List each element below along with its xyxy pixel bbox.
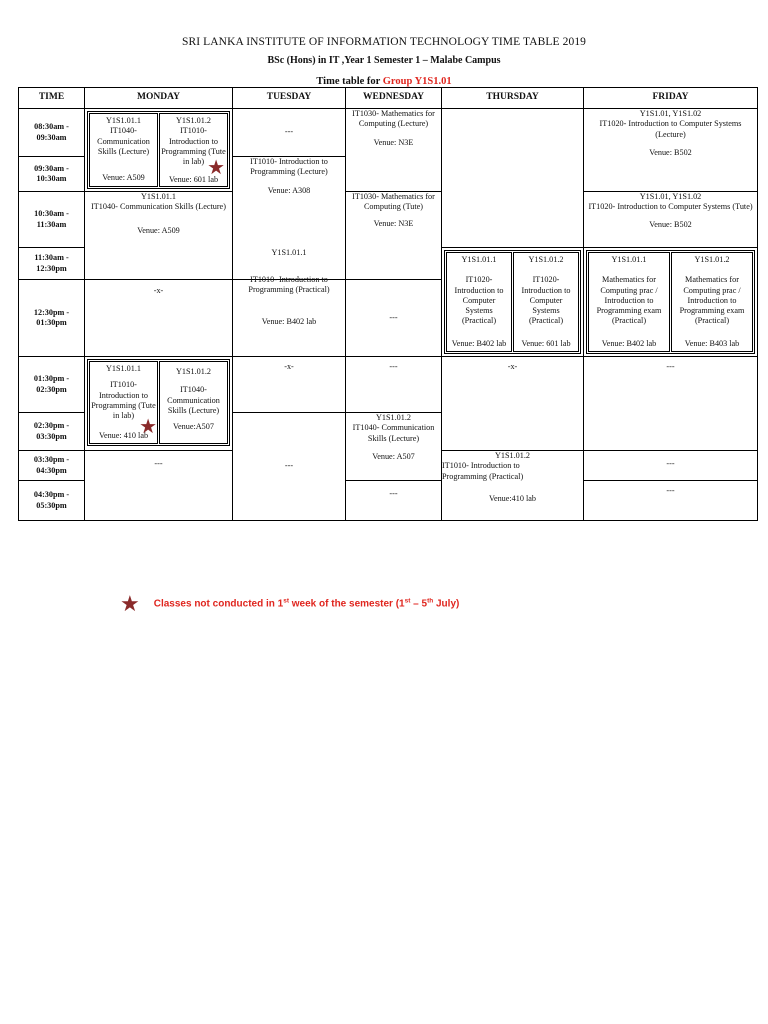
session-module: IT1010- Introduction to Programming (Tute in lab) xyxy=(161,126,226,166)
time-slot: 04:30pm - 05:30pm xyxy=(19,481,85,521)
session-venue: Venue: A507 xyxy=(372,451,415,461)
session-group: Y1S1.01.2 xyxy=(528,255,564,264)
double-session-box xyxy=(87,359,230,446)
table-row xyxy=(19,357,758,413)
time-slot: 09:30am - 10:30am xyxy=(19,157,85,192)
cell-friday-1130 xyxy=(584,248,758,357)
session-module: IT1020- Introduction to Computer Systems (Lecture) xyxy=(599,119,742,139)
col-header-monday: MONDAY xyxy=(85,88,233,109)
session-venue: Venue: A509 xyxy=(102,172,145,182)
empty-slot: -x- xyxy=(284,362,294,371)
col-header-time: TIME xyxy=(19,88,85,109)
footnote-sup: st xyxy=(404,597,411,605)
session-group: Y1S1.01.2 xyxy=(694,255,730,264)
cell-monday-1030 xyxy=(85,192,233,280)
col-header-thursday: THURSDAY xyxy=(442,88,584,109)
cell-friday-0330 xyxy=(584,451,758,481)
session-group: Y1S1.01.1 xyxy=(140,192,177,201)
session-fri-1130-g1 xyxy=(588,252,670,352)
table-row xyxy=(19,192,758,248)
footnote-text-d: July) xyxy=(433,598,460,610)
cell-wednesday-1030 xyxy=(346,192,442,280)
session-module: IT1010- Introduction to Programming (Practical) xyxy=(442,461,524,481)
double-session-box xyxy=(87,111,230,189)
cell-friday-0130 xyxy=(584,357,758,451)
cell-monday-0330 xyxy=(85,451,233,521)
session-mon-0130-g2 xyxy=(159,361,228,444)
empty-slot: --- xyxy=(284,461,294,470)
cell-thursday-0330 xyxy=(442,451,584,521)
col-header-wednesday: WEDNESDAY xyxy=(346,88,442,109)
session-venue: Venue: N3E xyxy=(373,218,414,228)
time-slot: 10:30am - 11:30am xyxy=(19,192,85,248)
session-thu-1130-g2 xyxy=(513,252,579,352)
col-header-tuesday: TUESDAY xyxy=(233,88,346,109)
table-row xyxy=(19,109,758,157)
cell-wednesday-0430 xyxy=(346,481,442,521)
time-slot: 02:30pm - 03:30pm xyxy=(19,413,85,451)
footnote-text-b: week of the semester (1 xyxy=(289,598,405,610)
session-venue: Venue: B402 lab xyxy=(601,338,657,348)
session-mon-0830-g1 xyxy=(89,113,158,187)
session-venue: Venue:410 lab xyxy=(488,493,537,503)
group-heading xyxy=(0,76,768,87)
cell-wednesday-1230: --- xyxy=(346,280,442,357)
time-slot: 12:30pm - 01:30pm xyxy=(19,280,85,357)
cell-thursday-0130 xyxy=(442,357,584,451)
session-venue: Venue: B403 lab xyxy=(684,338,740,348)
session-venue: Venue: B402 lab xyxy=(451,338,507,348)
session-venue: Venue: A308 xyxy=(267,185,311,195)
footnote xyxy=(120,593,459,615)
session-module: IT1030- Mathematics for Computing (Lecture) xyxy=(352,109,435,129)
cell-tuesday-0230 xyxy=(233,413,346,521)
session-venue: Venue: B502 xyxy=(649,147,692,157)
empty-slot: -x- xyxy=(507,362,518,371)
session-group: Y1S1.01.1 xyxy=(271,248,307,258)
star-icon: ★ xyxy=(207,157,225,179)
session-module: IT1010- Introduction to Programming (Lecture) xyxy=(250,157,328,177)
session-module: IT1030- Mathematics for Computing (Tute) xyxy=(352,192,435,212)
cell-friday-1030 xyxy=(584,192,758,248)
time-slot: 11:30am - 12:30pm xyxy=(19,248,85,280)
session-mon-0130-g1 xyxy=(89,361,158,444)
page-title: SRI LANKA INSTITUTE OF INFORMATION TECHNOLOGY TIME TABLE 2019 xyxy=(181,36,587,48)
session-venue: Venue:A507 xyxy=(173,422,214,431)
session-venue: Venue: B402 lab xyxy=(261,317,317,327)
session-thu-1130-g1 xyxy=(446,252,512,352)
session-venue: Venue: 601 lab xyxy=(521,338,571,348)
cell-friday-0430 xyxy=(584,481,758,521)
footnote-sup: st xyxy=(283,597,289,605)
session-module: IT1020- Introduction to Computer Systems (Practical) xyxy=(454,275,504,326)
footnote-sup: th xyxy=(427,597,434,605)
cell-friday-0830 xyxy=(584,109,758,192)
session-group: Y1S1.01, Y1S1.02 xyxy=(639,192,702,201)
cell-monday-0130 xyxy=(85,357,233,451)
col-header-friday: FRIDAY xyxy=(584,88,758,109)
session-venue: Venue: A509 xyxy=(137,225,180,235)
cell-tuesday-0830: --- xyxy=(233,109,346,157)
session-fri-1130-g2 xyxy=(671,252,753,352)
empty-slot: --- xyxy=(666,362,675,371)
session-module: IT1040- Communication Skills (Lecture) xyxy=(167,385,220,415)
cell-tuesday-1130 xyxy=(233,248,346,357)
session-group: Y1S1.01.1 xyxy=(461,255,497,264)
session-group: Y1S1.01.1 xyxy=(105,364,142,373)
page-subtitle: BSc (Hons) in IT ,Year 1 Semester 1 – Malabe Campus xyxy=(267,55,501,66)
double-session-box xyxy=(444,250,581,354)
star-icon: ★ xyxy=(120,591,140,616)
session-module: IT1010- Introduction to Programming (Tute in lab) xyxy=(91,380,156,420)
session-module: IT1040- Communication Skills (Lecture) xyxy=(91,202,226,212)
session-mon-0830-g2 xyxy=(159,113,228,187)
header-row xyxy=(19,88,758,109)
session-group: Y1S1.01.2 xyxy=(175,367,212,376)
session-module: IT1020- Introduction to Computer Systems (Practical) xyxy=(521,275,571,326)
session-group: Y1S1.01, Y1S1.02 xyxy=(639,109,702,118)
cell-wednesday-0230 xyxy=(346,413,442,481)
time-slot: 03:30pm - 04:30pm xyxy=(19,451,85,481)
session-venue: Venue: 410 lab xyxy=(98,430,149,440)
session-venue: Venue: N3E xyxy=(373,137,414,147)
cell-monday-1230 xyxy=(85,280,233,357)
empty-slot: -x- xyxy=(153,286,164,296)
time-slot: 08:30am - 09:30am xyxy=(19,109,85,157)
session-module: Mathematics for Computing prac / Introduction to Programming exam (Practical) xyxy=(596,275,662,326)
cell-tuesday-0130 xyxy=(233,357,346,413)
timetable xyxy=(18,87,758,521)
footnote-text-c: – 5 xyxy=(410,598,428,610)
session-group: Y1S1.01.2 xyxy=(375,413,412,422)
cell-thursday-1130 xyxy=(442,248,584,357)
footnote-text-a: Classes not conducted in 1 xyxy=(153,598,284,610)
cell-tuesday-0930 xyxy=(233,157,346,280)
session-module: IT1020- Introduction to Computer Systems (Tute) xyxy=(588,202,753,212)
session-venue: Venue: B502 xyxy=(649,219,692,229)
session-group: Y1S1.01.1 xyxy=(105,116,142,125)
cell-wednesday-0130 xyxy=(346,357,442,413)
session-module: IT1040- Communication Skills (Lecture) xyxy=(97,126,150,156)
session-group: Y1S1.01.1 xyxy=(611,255,647,264)
group-value: Group Y1S1.01 xyxy=(382,76,452,87)
star-icon: ★ xyxy=(139,416,157,438)
session-module: IT1010- Introduction to Programming (Practical) xyxy=(248,274,330,294)
double-session-box xyxy=(586,250,755,354)
empty-slot: --- xyxy=(389,489,398,498)
session-group: Y1S1.01.2 xyxy=(175,116,212,125)
session-module: IT1040- Communication Skills (Lecture) xyxy=(352,423,435,443)
session-module: Mathematics for Computing prac / Introduction to Programming exam (Practical) xyxy=(679,275,745,326)
empty-slot: --- xyxy=(666,459,675,468)
cell-wednesday-0830 xyxy=(346,109,442,192)
empty-slot: --- xyxy=(154,459,163,468)
session-venue: Venue: 601 lab xyxy=(168,174,219,184)
empty-slot: --- xyxy=(666,486,675,495)
session-group: Y1S1.01.2 xyxy=(494,451,531,460)
cell-thursday-0830 xyxy=(442,109,584,248)
time-slot: 01:30pm - 02:30pm xyxy=(19,357,85,413)
group-label: Time table for xyxy=(316,76,383,87)
cell-monday-0830 xyxy=(85,109,233,192)
empty-slot: --- xyxy=(389,362,398,371)
